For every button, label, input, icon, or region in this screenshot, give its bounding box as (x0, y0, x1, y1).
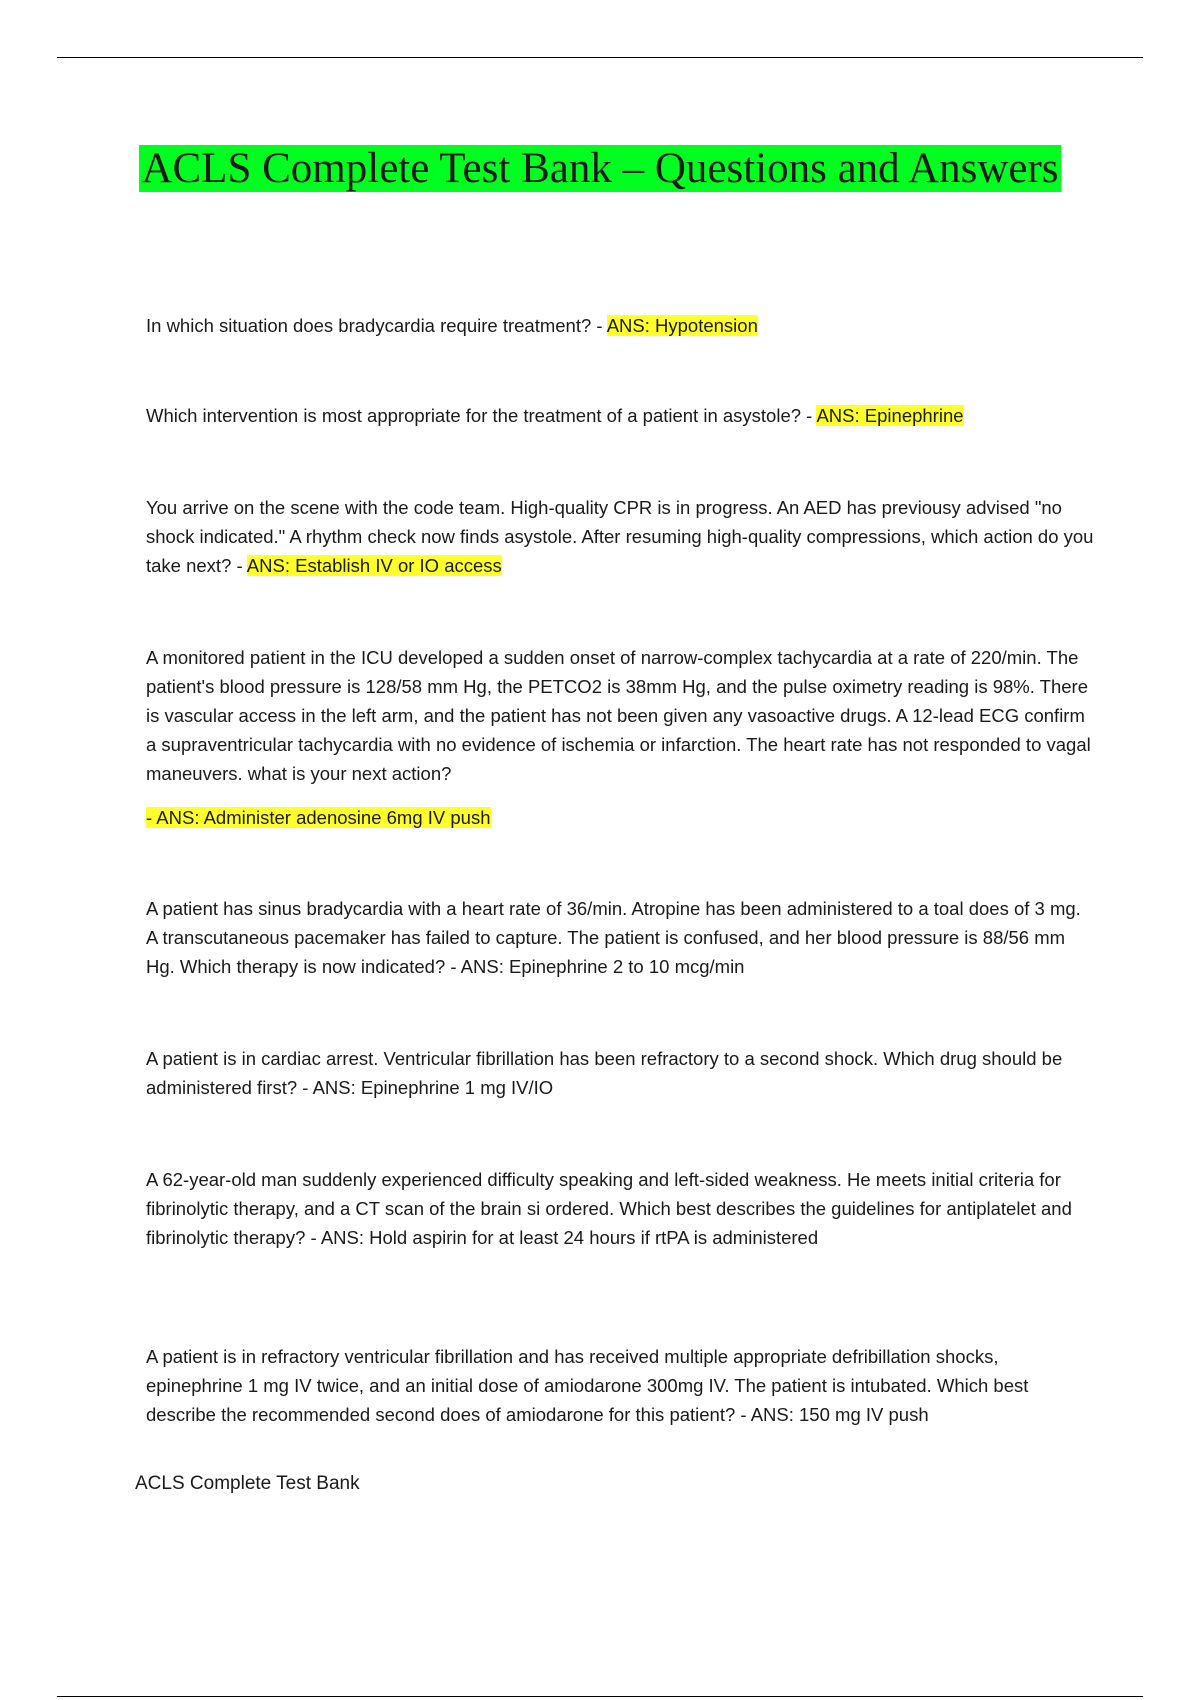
document-title (100, 143, 1100, 195)
top-rule (57, 57, 1143, 58)
bottom-rule (57, 1696, 1143, 1697)
answer-text: ANS: Epinephrine 1 mg IV/IO (312, 1077, 554, 1098)
qa-item-8 (146, 1342, 1096, 1429)
question-text: Which intervention is most appropriate for the treatment of a patient in asystole? - (146, 405, 817, 426)
question-text: A 62-year-old man suddenly experienced difficulty speaking and left-sided weakness. He meets initial criteria for fibrinolytic therapy, and a CT scan of the brain si ordered. Which best describes the guidelines for antiplatelet and fibrinolytic therapy? - (146, 1169, 1072, 1248)
qa-item-4-answer (146, 803, 1096, 832)
answer-text: ANS: Epinephrine (816, 405, 964, 426)
answer-text: ANS: Epinephrine 2 to 10 mcg/min (460, 956, 745, 977)
qa-item-2 (146, 401, 1096, 430)
question-text: A patient has sinus bradycardia with a heart rate of 36/min. Atropine has been administered to a toal does of 3 mg. A transcutaneous pacemaker has failed to capture. The patient is confused, and her blood pressure is 88/56 mm Hg. Which therapy is now indicated? - (146, 898, 1081, 977)
answer-text: ANS: Hold aspirin for at least 24 hours if rtPA is administered (320, 1227, 819, 1248)
qa-item-6 (146, 1044, 1096, 1102)
title-highlight: ACLS Complete Test Bank – Questions and Answers (141, 145, 1059, 192)
qa-item-5 (146, 894, 1096, 981)
question-text: A patient is in cardiac arrest. Ventricular fibrillation has been refractory to a second shock. Which drug should be administered first? - (146, 1048, 1063, 1098)
qa-item-4 (146, 643, 1096, 788)
answer-text: ANS: Hypotension (606, 315, 758, 336)
question-text: A patient is in refractory ventricular fibrillation and has received multiple appropriate defribillation shocks, epinephrine 1 mg IV twice, and an initial dose of amiodarone 300mg IV. The patient is intubated. Which best describe the recommended second does of amiodarone for this patient? - (146, 1346, 1029, 1425)
question-text: In which situation does bradycardia require treatment? - (146, 315, 607, 336)
answer-text: - ANS: Administer adenosine 6mg IV push (146, 807, 491, 828)
question-text: You arrive on the scene with the code team. High-quality CPR is in progress. An AED has previousy advised "no shock indicated." A rhythm check now finds asystole. After resuming high-quality compressions, which action do you take next? - (146, 497, 1094, 576)
page-footer: ACLS Complete Test Bank (135, 1473, 360, 1494)
qa-item-7 (146, 1165, 1096, 1252)
qa-item-3 (146, 493, 1096, 580)
answer-text: ANS: Establish IV or IO access (246, 555, 502, 576)
question-text: A monitored patient in the ICU developed a sudden onset of narrow-complex tachycardia at a rate of 220/min. The patient's blood pressure is 128/58 mm Hg, the PETCO2 is 38mm Hg, and the pulse oximetry reading is 98%. There is vascular access in the left arm, and the patient has not been given any vasoactive drugs. A 12-lead ECG confirm a supraventricular tachycardia with no evidence of ischemia or infarction. The heart rate has not responded to vagal maneuvers. what is your next action? (146, 647, 1091, 784)
answer-text: ANS: 150 mg IV push (750, 1404, 929, 1425)
qa-item-1 (146, 311, 1096, 340)
